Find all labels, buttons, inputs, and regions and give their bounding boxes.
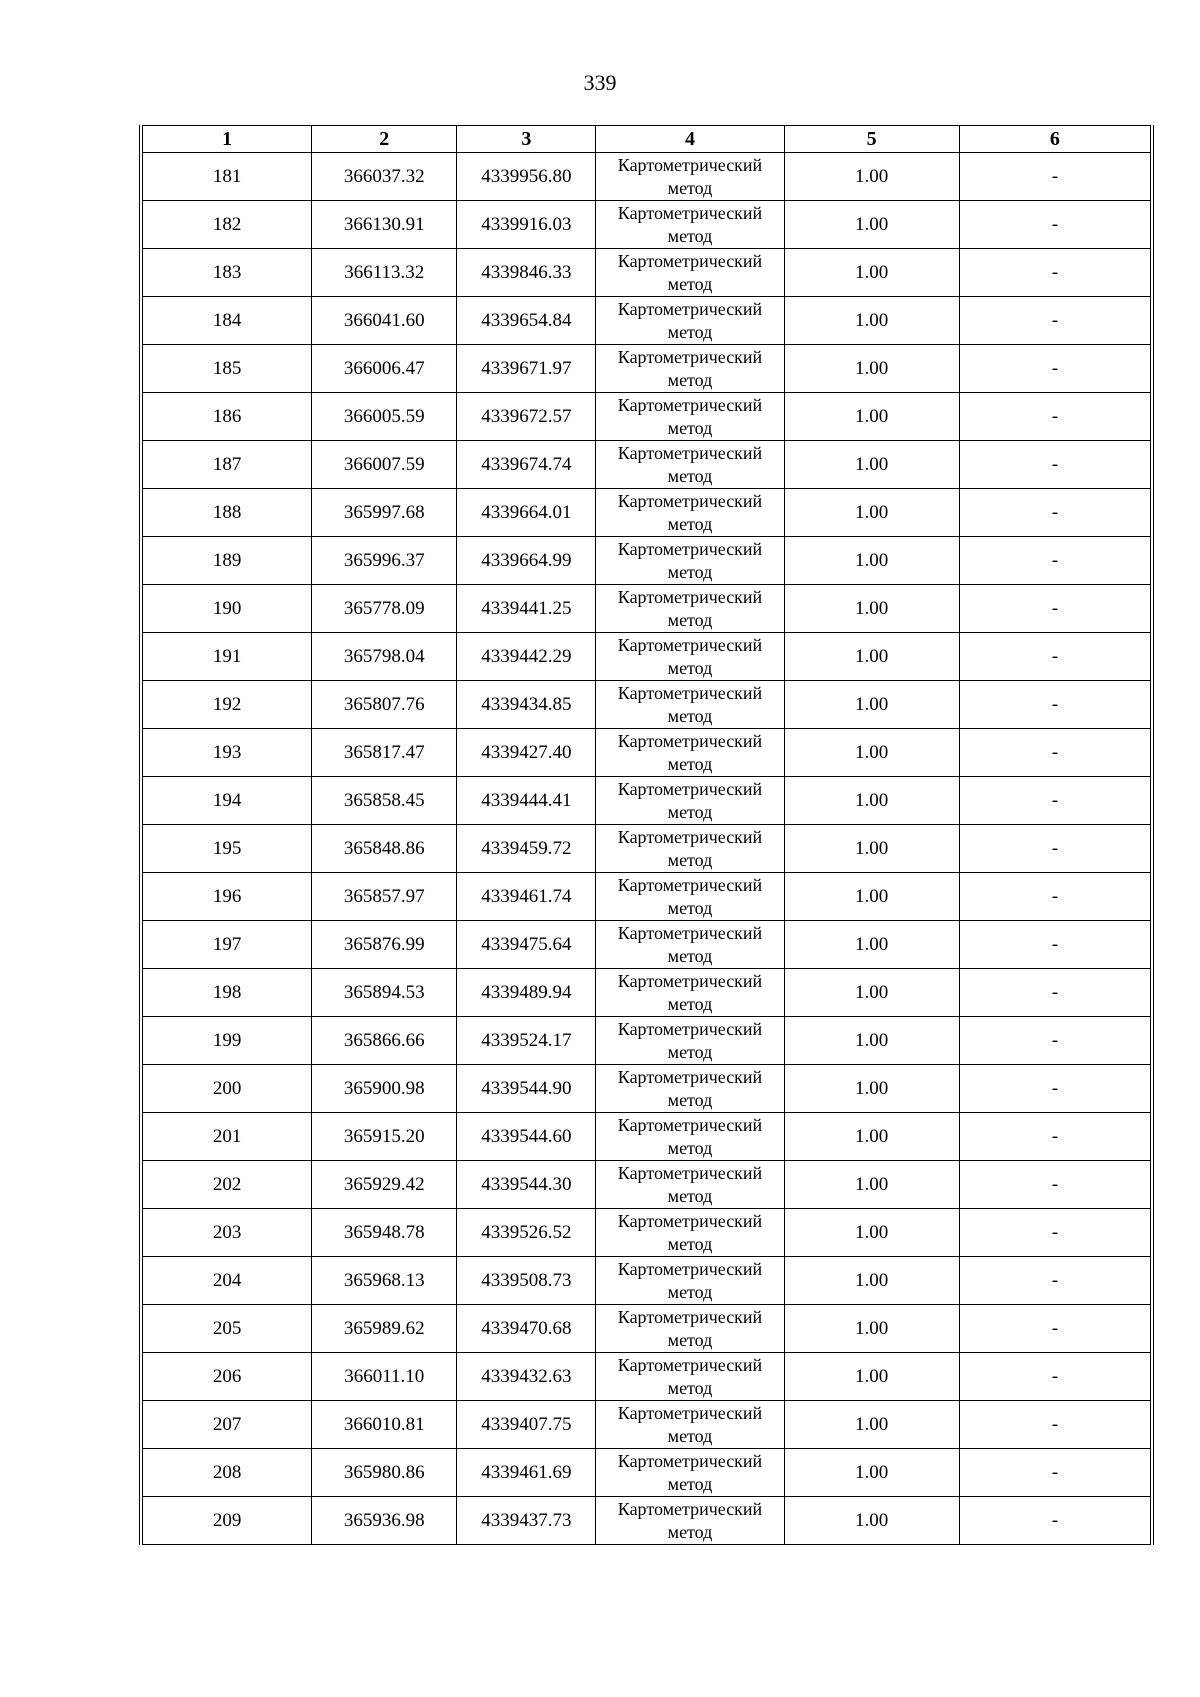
x-coordinate-cell: 365900.98	[312, 1065, 457, 1113]
point-number-cell: 193	[143, 729, 312, 777]
y-coordinate-cell: 4339441.25	[457, 585, 596, 633]
accuracy-cell: 1.00	[784, 585, 959, 633]
x-coordinate-cell: 365798.04	[312, 633, 457, 681]
accuracy-cell: 1.00	[784, 1449, 959, 1497]
table-row	[143, 201, 1151, 249]
accuracy-cell: 1.00	[784, 1017, 959, 1065]
y-coordinate-cell: 4339664.01	[457, 489, 596, 537]
method-cell: Картометрический метод	[596, 441, 784, 489]
accuracy-cell: 1.00	[784, 1065, 959, 1113]
accuracy-cell: 1.00	[784, 921, 959, 969]
x-coordinate-cell: 366037.32	[312, 153, 457, 201]
y-coordinate-cell: 4339654.84	[457, 297, 596, 345]
table-row	[143, 1257, 1151, 1305]
method-cell: Картометрический метод	[596, 825, 784, 873]
point-number-cell: 194	[143, 777, 312, 825]
y-coordinate-cell: 4339544.90	[457, 1065, 596, 1113]
coordinates-table-frame	[139, 125, 1154, 1545]
accuracy-cell: 1.00	[784, 393, 959, 441]
method-cell: Картометрический метод	[596, 1065, 784, 1113]
note-cell: -	[959, 537, 1150, 585]
accuracy-cell: 1.00	[784, 297, 959, 345]
x-coordinate-cell: 365968.13	[312, 1257, 457, 1305]
method-cell: Картометрический метод	[596, 873, 784, 921]
note-cell: -	[959, 777, 1150, 825]
table-row	[143, 921, 1151, 969]
note-cell: -	[959, 393, 1150, 441]
point-number-cell: 206	[143, 1353, 312, 1401]
method-cell: Картометрический метод	[596, 1353, 784, 1401]
accuracy-cell: 1.00	[784, 1401, 959, 1449]
y-coordinate-cell: 4339544.60	[457, 1113, 596, 1161]
x-coordinate-cell: 365857.97	[312, 873, 457, 921]
method-cell: Картометрический метод	[596, 393, 784, 441]
y-coordinate-cell: 4339470.68	[457, 1305, 596, 1353]
header-cell-5: 5	[784, 126, 959, 153]
x-coordinate-cell: 365848.86	[312, 825, 457, 873]
note-cell: -	[959, 489, 1150, 537]
point-number-cell: 198	[143, 969, 312, 1017]
y-coordinate-cell: 4339508.73	[457, 1257, 596, 1305]
table-row	[143, 585, 1151, 633]
point-number-cell: 191	[143, 633, 312, 681]
y-coordinate-cell: 4339544.30	[457, 1161, 596, 1209]
table-body	[143, 153, 1151, 1545]
y-coordinate-cell: 4339444.41	[457, 777, 596, 825]
method-cell: Картометрический метод	[596, 1209, 784, 1257]
note-cell: -	[959, 921, 1150, 969]
method-cell: Картометрический метод	[596, 153, 784, 201]
table-row	[143, 249, 1151, 297]
x-coordinate-cell: 365996.37	[312, 537, 457, 585]
note-cell: -	[959, 729, 1150, 777]
header-cell-2: 2	[312, 126, 457, 153]
point-number-cell: 208	[143, 1449, 312, 1497]
x-coordinate-cell: 366041.60	[312, 297, 457, 345]
table-row	[143, 393, 1151, 441]
y-coordinate-cell: 4339664.99	[457, 537, 596, 585]
x-coordinate-cell: 365980.86	[312, 1449, 457, 1497]
point-number-cell: 181	[143, 153, 312, 201]
method-cell: Картометрический метод	[596, 1305, 784, 1353]
point-number-cell: 195	[143, 825, 312, 873]
note-cell: -	[959, 1065, 1150, 1113]
method-cell: Картометрический метод	[596, 633, 784, 681]
y-coordinate-cell: 4339459.72	[457, 825, 596, 873]
point-number-cell: 209	[143, 1497, 312, 1545]
point-number-cell: 189	[143, 537, 312, 585]
x-coordinate-cell: 366006.47	[312, 345, 457, 393]
accuracy-cell: 1.00	[784, 345, 959, 393]
point-number-cell: 205	[143, 1305, 312, 1353]
x-coordinate-cell: 365876.99	[312, 921, 457, 969]
x-coordinate-cell: 366007.59	[312, 441, 457, 489]
table-row	[143, 681, 1151, 729]
table-row	[143, 1449, 1151, 1497]
accuracy-cell: 1.00	[784, 873, 959, 921]
note-cell: -	[959, 1017, 1150, 1065]
point-number-cell: 200	[143, 1065, 312, 1113]
accuracy-cell: 1.00	[784, 1209, 959, 1257]
method-cell: Картометрический метод	[596, 201, 784, 249]
accuracy-cell: 1.00	[784, 441, 959, 489]
table-row	[143, 969, 1151, 1017]
method-cell: Картометрический метод	[596, 489, 784, 537]
note-cell: -	[959, 1401, 1150, 1449]
x-coordinate-cell: 366010.81	[312, 1401, 457, 1449]
point-number-cell: 204	[143, 1257, 312, 1305]
x-coordinate-cell: 365858.45	[312, 777, 457, 825]
note-cell: -	[959, 681, 1150, 729]
accuracy-cell: 1.00	[784, 201, 959, 249]
header-cell-3: 3	[457, 126, 596, 153]
note-cell: -	[959, 585, 1150, 633]
x-coordinate-cell: 365866.66	[312, 1017, 457, 1065]
y-coordinate-cell: 4339524.17	[457, 1017, 596, 1065]
x-coordinate-cell: 365936.98	[312, 1497, 457, 1545]
accuracy-cell: 1.00	[784, 489, 959, 537]
point-number-cell: 185	[143, 345, 312, 393]
header-cell-4: 4	[596, 126, 784, 153]
table-header	[143, 126, 1151, 153]
point-number-cell: 197	[143, 921, 312, 969]
page-number: 339	[583, 70, 617, 95]
coordinates-table	[142, 125, 1151, 1545]
method-cell: Картометрический метод	[596, 1401, 784, 1449]
table-row	[143, 633, 1151, 681]
accuracy-cell: 1.00	[784, 777, 959, 825]
x-coordinate-cell: 365817.47	[312, 729, 457, 777]
point-number-cell: 199	[143, 1017, 312, 1065]
y-coordinate-cell: 4339427.40	[457, 729, 596, 777]
y-coordinate-cell: 4339526.52	[457, 1209, 596, 1257]
table-row	[143, 489, 1151, 537]
y-coordinate-cell: 4339407.75	[457, 1401, 596, 1449]
point-number-cell: 207	[143, 1401, 312, 1449]
method-cell: Картометрический метод	[596, 1497, 784, 1545]
method-cell: Картометрический метод	[596, 1161, 784, 1209]
point-number-cell: 196	[143, 873, 312, 921]
accuracy-cell: 1.00	[784, 1161, 959, 1209]
method-cell: Картометрический метод	[596, 1017, 784, 1065]
x-coordinate-cell: 365807.76	[312, 681, 457, 729]
y-coordinate-cell: 4339956.80	[457, 153, 596, 201]
method-cell: Картометрический метод	[596, 249, 784, 297]
note-cell: -	[959, 1209, 1150, 1257]
note-cell: -	[959, 825, 1150, 873]
accuracy-cell: 1.00	[784, 1497, 959, 1545]
table-row	[143, 1017, 1151, 1065]
accuracy-cell: 1.00	[784, 825, 959, 873]
note-cell: -	[959, 441, 1150, 489]
table-row	[143, 1497, 1151, 1545]
y-coordinate-cell: 4339461.69	[457, 1449, 596, 1497]
note-cell: -	[959, 1305, 1150, 1353]
point-number-cell: 192	[143, 681, 312, 729]
accuracy-cell: 1.00	[784, 633, 959, 681]
accuracy-cell: 1.00	[784, 537, 959, 585]
method-cell: Картометрический метод	[596, 345, 784, 393]
table-row	[143, 777, 1151, 825]
accuracy-cell: 1.00	[784, 729, 959, 777]
y-coordinate-cell: 4339475.64	[457, 921, 596, 969]
table-row	[143, 1065, 1151, 1113]
point-number-cell: 190	[143, 585, 312, 633]
point-number-cell: 187	[143, 441, 312, 489]
table-row	[143, 1305, 1151, 1353]
table-row	[143, 1353, 1151, 1401]
point-number-cell: 201	[143, 1113, 312, 1161]
method-cell: Картометрический метод	[596, 969, 784, 1017]
method-cell: Картометрический метод	[596, 777, 784, 825]
accuracy-cell: 1.00	[784, 1113, 959, 1161]
accuracy-cell: 1.00	[784, 153, 959, 201]
table-row	[143, 153, 1151, 201]
method-cell: Картометрический метод	[596, 729, 784, 777]
accuracy-cell: 1.00	[784, 1257, 959, 1305]
y-coordinate-cell: 4339434.85	[457, 681, 596, 729]
x-coordinate-cell: 365778.09	[312, 585, 457, 633]
note-cell: -	[959, 873, 1150, 921]
y-coordinate-cell: 4339672.57	[457, 393, 596, 441]
x-coordinate-cell: 365894.53	[312, 969, 457, 1017]
note-cell: -	[959, 1257, 1150, 1305]
header-cell-6: 6	[959, 126, 1150, 153]
table-row	[143, 729, 1151, 777]
table-row	[143, 297, 1151, 345]
table-row	[143, 1401, 1151, 1449]
method-cell: Картометрический метод	[596, 1113, 784, 1161]
table-row	[143, 345, 1151, 393]
method-cell: Картометрический метод	[596, 921, 784, 969]
y-coordinate-cell: 4339916.03	[457, 201, 596, 249]
y-coordinate-cell: 4339437.73	[457, 1497, 596, 1545]
x-coordinate-cell: 365989.62	[312, 1305, 457, 1353]
point-number-cell: 203	[143, 1209, 312, 1257]
x-coordinate-cell: 365948.78	[312, 1209, 457, 1257]
note-cell: -	[959, 297, 1150, 345]
point-number-cell: 186	[143, 393, 312, 441]
table-row	[143, 825, 1151, 873]
note-cell: -	[959, 969, 1150, 1017]
x-coordinate-cell: 365915.20	[312, 1113, 457, 1161]
point-number-cell: 183	[143, 249, 312, 297]
x-coordinate-cell: 366005.59	[312, 393, 457, 441]
note-cell: -	[959, 1497, 1150, 1545]
x-coordinate-cell: 366011.10	[312, 1353, 457, 1401]
table-row	[143, 1113, 1151, 1161]
point-number-cell: 188	[143, 489, 312, 537]
method-cell: Картометрический метод	[596, 585, 784, 633]
note-cell: -	[959, 1353, 1150, 1401]
note-cell: -	[959, 1449, 1150, 1497]
accuracy-cell: 1.00	[784, 249, 959, 297]
method-cell: Картометрический метод	[596, 537, 784, 585]
method-cell: Картометрический метод	[596, 1257, 784, 1305]
x-coordinate-cell: 366130.91	[312, 201, 457, 249]
table-row	[143, 537, 1151, 585]
table-header-row	[143, 126, 1151, 153]
table-row	[143, 441, 1151, 489]
note-cell: -	[959, 1161, 1150, 1209]
point-number-cell: 184	[143, 297, 312, 345]
y-coordinate-cell: 4339846.33	[457, 249, 596, 297]
accuracy-cell: 1.00	[784, 969, 959, 1017]
note-cell: -	[959, 201, 1150, 249]
y-coordinate-cell: 4339671.97	[457, 345, 596, 393]
header-cell-1: 1	[143, 126, 312, 153]
note-cell: -	[959, 345, 1150, 393]
point-number-cell: 182	[143, 201, 312, 249]
x-coordinate-cell: 365929.42	[312, 1161, 457, 1209]
accuracy-cell: 1.00	[784, 681, 959, 729]
note-cell: -	[959, 1113, 1150, 1161]
accuracy-cell: 1.00	[784, 1353, 959, 1401]
method-cell: Картометрический метод	[596, 1449, 784, 1497]
x-coordinate-cell: 366113.32	[312, 249, 457, 297]
note-cell: -	[959, 633, 1150, 681]
y-coordinate-cell: 4339674.74	[457, 441, 596, 489]
point-number-cell: 202	[143, 1161, 312, 1209]
y-coordinate-cell: 4339442.29	[457, 633, 596, 681]
y-coordinate-cell: 4339461.74	[457, 873, 596, 921]
y-coordinate-cell: 4339432.63	[457, 1353, 596, 1401]
table-row	[143, 1161, 1151, 1209]
note-cell: -	[959, 249, 1150, 297]
y-coordinate-cell: 4339489.94	[457, 969, 596, 1017]
table-row	[143, 1209, 1151, 1257]
accuracy-cell: 1.00	[784, 1305, 959, 1353]
method-cell: Картометрический метод	[596, 297, 784, 345]
table-row	[143, 873, 1151, 921]
x-coordinate-cell: 365997.68	[312, 489, 457, 537]
note-cell: -	[959, 153, 1150, 201]
method-cell: Картометрический метод	[596, 681, 784, 729]
